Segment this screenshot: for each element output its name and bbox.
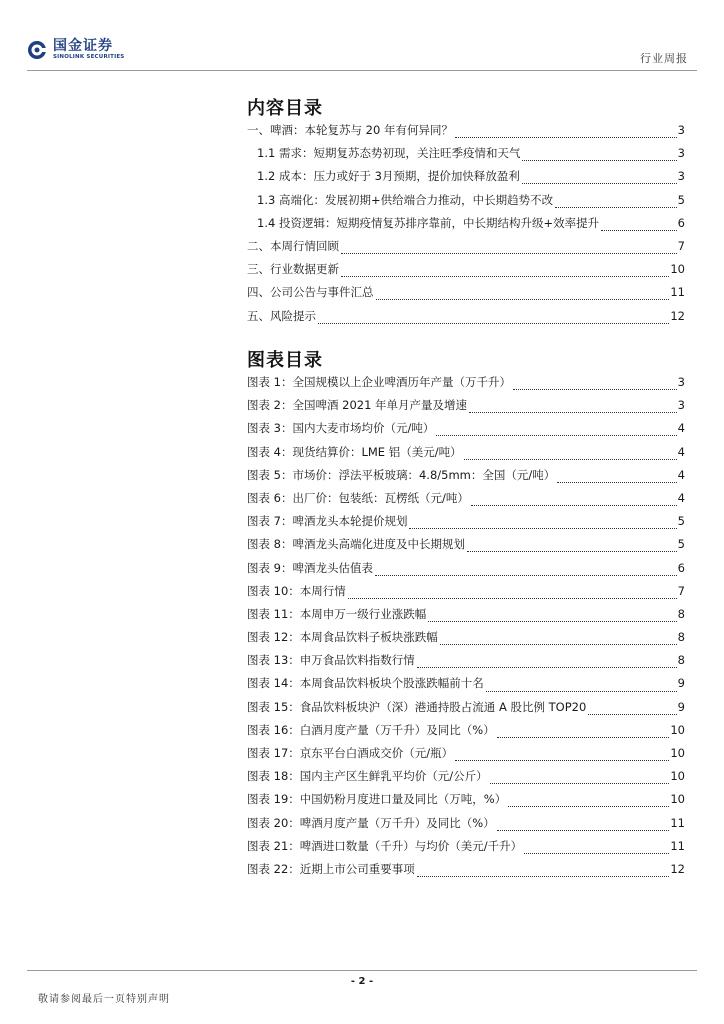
- toc-entry-label: 图表 8：啤酒龙头高端化进度及中长期规划: [247, 537, 465, 552]
- toc-entry-label: 图表 9：啤酒龙头估值表: [247, 560, 373, 575]
- dot-leader: [522, 160, 676, 161]
- toc-entry-page: 12: [670, 861, 685, 876]
- toc-entry-label: 图表 1：全国规模以上企业啤酒历年产量（万千升）: [247, 375, 511, 389]
- logo-english-name: SINOLINK SECURITIES: [53, 54, 125, 60]
- toc-entry-page: 4: [677, 490, 685, 505]
- dot-leader: [341, 276, 669, 277]
- toc-entry-label: 1.2 成本：压力或好于 3月预期，提价加快释放盈利: [257, 169, 520, 184]
- toc-entry-page: 10: [670, 746, 685, 760]
- figure-entry[interactable]: [247, 467, 685, 490]
- toc-entry-page: 5: [677, 514, 685, 529]
- figure-entry[interactable]: [247, 745, 685, 768]
- toc-entry-page: 11: [670, 285, 685, 300]
- contents-entry[interactable]: [247, 215, 685, 238]
- toc-entry-page: 7: [677, 238, 685, 253]
- footer-divider: [27, 970, 697, 971]
- contents-entry[interactable]: [247, 168, 685, 191]
- dot-leader: [524, 853, 669, 854]
- dot-leader: [464, 459, 677, 460]
- figure-entry[interactable]: [247, 490, 685, 513]
- dot-leader: [497, 830, 670, 831]
- dot-leader: [522, 183, 677, 184]
- figure-entry[interactable]: [247, 861, 685, 884]
- toc-entry-page: 3: [677, 375, 685, 389]
- toc-entry-page: 10: [670, 262, 685, 277]
- toc-entry-label: 图表 3：国内大麦市场均价（元/吨）: [247, 421, 435, 436]
- toc-entry-label: 图表 14：本周食品饮料板块个股涨跌幅前十名: [247, 676, 484, 691]
- toc-entry-page: 8: [677, 606, 685, 621]
- toc-entry-label: 图表 16：白酒月度产量（万千升）及同比（%）: [247, 722, 495, 737]
- toc-entry-page: 3: [677, 398, 685, 413]
- dot-leader: [440, 644, 677, 645]
- company-logo: [27, 39, 124, 61]
- dot-leader: [508, 806, 669, 807]
- dot-leader: [497, 737, 670, 738]
- page-number: - 2 -: [350, 976, 374, 987]
- dot-leader: [455, 760, 669, 761]
- header-divider: [27, 70, 697, 71]
- contents-entry[interactable]: [247, 192, 685, 215]
- figure-entry[interactable]: [247, 536, 685, 559]
- toc-entry-page: 9: [677, 676, 685, 691]
- dot-leader: [601, 230, 677, 231]
- toc-entry-page: 3: [677, 146, 685, 161]
- dot-leader: [409, 528, 676, 529]
- dot-leader: [588, 714, 676, 715]
- toc-entry-page: 8: [677, 653, 685, 668]
- figure-entry[interactable]: [247, 513, 685, 536]
- dot-leader: [341, 253, 677, 254]
- toc-entry-page: 11: [670, 838, 685, 853]
- toc-entry-page: 10: [670, 769, 685, 784]
- toc-entry-page: 3: [677, 123, 685, 137]
- toc-entry-label: 四、公司公告与事件汇总: [247, 285, 374, 300]
- dot-leader: [513, 389, 677, 390]
- dot-leader: [455, 137, 677, 138]
- figure-entry[interactable]: [247, 699, 685, 722]
- contents-entry[interactable]: [247, 122, 685, 145]
- figure-entry[interactable]: [247, 374, 685, 397]
- dot-leader: [417, 667, 677, 668]
- contents-entry[interactable]: [247, 284, 685, 307]
- toc-entry-label: 图表 20：啤酒月度产量（万千升）及同比（%）: [247, 815, 495, 830]
- contents-entry[interactable]: [247, 261, 685, 284]
- figure-entry[interactable]: [247, 815, 685, 838]
- toc-entry-label: 图表 18：国内主产区生鲜乳平均价（元/公斤）: [247, 769, 488, 784]
- figure-entry[interactable]: [247, 420, 685, 443]
- toc-entry-page: 12: [670, 308, 685, 323]
- toc-entry-label: 图表 11：本周申万一级行业涨跌幅: [247, 606, 427, 621]
- logo-chinese-name: 国金证券: [53, 38, 113, 54]
- toc-entry-label: 图表 4：现货结算价：LME 铝（美元/吨）: [247, 444, 462, 459]
- toc-entry-label: 图表 17：京东平台白酒成交价（元/瓶）: [247, 746, 454, 760]
- toc-entry-label: 图表 7：啤酒龙头本轮提价规划: [247, 514, 408, 529]
- toc-entry-label: 图表 10：本周行情: [247, 583, 346, 598]
- figure-entry[interactable]: [247, 560, 685, 583]
- contents-entry[interactable]: [247, 308, 685, 331]
- toc-entry-page: 10: [670, 722, 685, 737]
- dot-leader: [428, 621, 676, 622]
- dot-leader: [417, 876, 670, 877]
- figures-title: 图表目录: [247, 350, 323, 371]
- toc-entry-page: 7: [677, 583, 685, 598]
- dot-leader: [376, 299, 670, 300]
- toc-entry-page: 6: [677, 215, 685, 230]
- dot-leader: [318, 323, 669, 324]
- toc-entry-label: 1.3 高端化：发展初期+供给端合力推动，中长期趋势不改: [257, 192, 554, 207]
- figure-entry[interactable]: [247, 768, 685, 791]
- toc-entry-page: 8: [677, 630, 685, 645]
- toc-entry-page: 3: [677, 169, 685, 184]
- toc-entry-label: 图表 2：全国啤酒 2021 年单月产量及增速: [247, 398, 468, 413]
- dot-leader: [486, 691, 677, 692]
- page-header: [0, 0, 724, 70]
- contents-entry[interactable]: [247, 238, 685, 261]
- toc-entry-label: 1.1 需求：短期复苏态势初现，关注旺季疫情和天气: [257, 146, 521, 161]
- toc-entry-label: 1.4 投资逻辑：短期疫情复苏排序靠前，中长期结构升级+效率提升: [257, 215, 600, 230]
- figure-entry[interactable]: [247, 791, 685, 814]
- figure-entry[interactable]: [247, 444, 685, 467]
- toc-entry-label: 五、风险提示: [247, 308, 316, 323]
- report-type-label: 行业周报: [640, 52, 688, 65]
- figure-entry[interactable]: [247, 722, 685, 745]
- figures-list: [247, 374, 685, 884]
- toc-entry-label: 二、本周行情回顾: [247, 238, 339, 253]
- figure-entry[interactable]: [247, 583, 685, 606]
- toc-entry-page: 4: [677, 444, 685, 459]
- dot-leader: [436, 435, 676, 436]
- toc-entry-label: 图表 21：啤酒进口数量（千升）与均价（美元/千升）: [247, 838, 523, 853]
- figure-entry[interactable]: [247, 652, 685, 675]
- toc-entry-label: 一、啤酒：本轮复苏与 20 年有何异同？: [247, 123, 453, 137]
- toc-entry-page: 9: [677, 699, 685, 714]
- toc-entry-page: 6: [677, 560, 685, 575]
- toc-entry-label: 图表 15：食品饮料板块沪（深）港通持股占流通 A 股比例 TOP20: [247, 699, 587, 714]
- sinolink-logo-icon: [27, 40, 47, 60]
- contents-title: 内容目录: [247, 98, 323, 119]
- figure-entry[interactable]: [247, 629, 685, 652]
- dot-leader: [555, 207, 677, 208]
- dot-leader: [490, 783, 670, 784]
- figure-entry[interactable]: [247, 838, 685, 861]
- dot-leader: [469, 412, 677, 413]
- figure-entry[interactable]: [247, 675, 685, 698]
- disclaimer-note: 敬请参阅最后一页特别声明: [38, 994, 170, 1005]
- toc-entry-label: 图表 13：申万食品饮料指数行情: [247, 653, 415, 668]
- toc-entry-page: 5: [677, 537, 685, 552]
- toc-entry-page: 11: [670, 815, 685, 830]
- dot-leader: [557, 482, 676, 483]
- toc-entry-page: 10: [670, 792, 685, 807]
- dot-leader: [348, 598, 677, 599]
- toc-entry-label: 图表 5：市场价：浮法平板玻璃：4.8/5mm：全国（元/吨）: [247, 467, 556, 482]
- contents-list: [247, 122, 685, 331]
- contents-entry[interactable]: [247, 145, 685, 168]
- dot-leader: [471, 505, 677, 506]
- toc-entry-label: 图表 12：本周食品饮料子板块涨跌幅: [247, 630, 438, 645]
- dot-leader: [467, 551, 677, 552]
- dot-leader: [375, 575, 677, 576]
- toc-entry-page: 4: [677, 467, 685, 482]
- toc-entry-page: 4: [677, 421, 685, 436]
- figure-entry[interactable]: [247, 397, 685, 420]
- toc-entry-page: 5: [677, 192, 685, 207]
- figure-entry[interactable]: [247, 606, 685, 629]
- toc-entry-label: 图表 22：近期上市公司重要事项: [247, 861, 415, 876]
- toc-entry-label: 图表 19：中国奶粉月度进口量及同比（万吨，%）: [247, 792, 507, 807]
- toc-entry-label: 图表 6：出厂价：包装纸：瓦楞纸（元/吨）: [247, 490, 469, 505]
- toc-entry-label: 三、行业数据更新: [247, 262, 339, 277]
